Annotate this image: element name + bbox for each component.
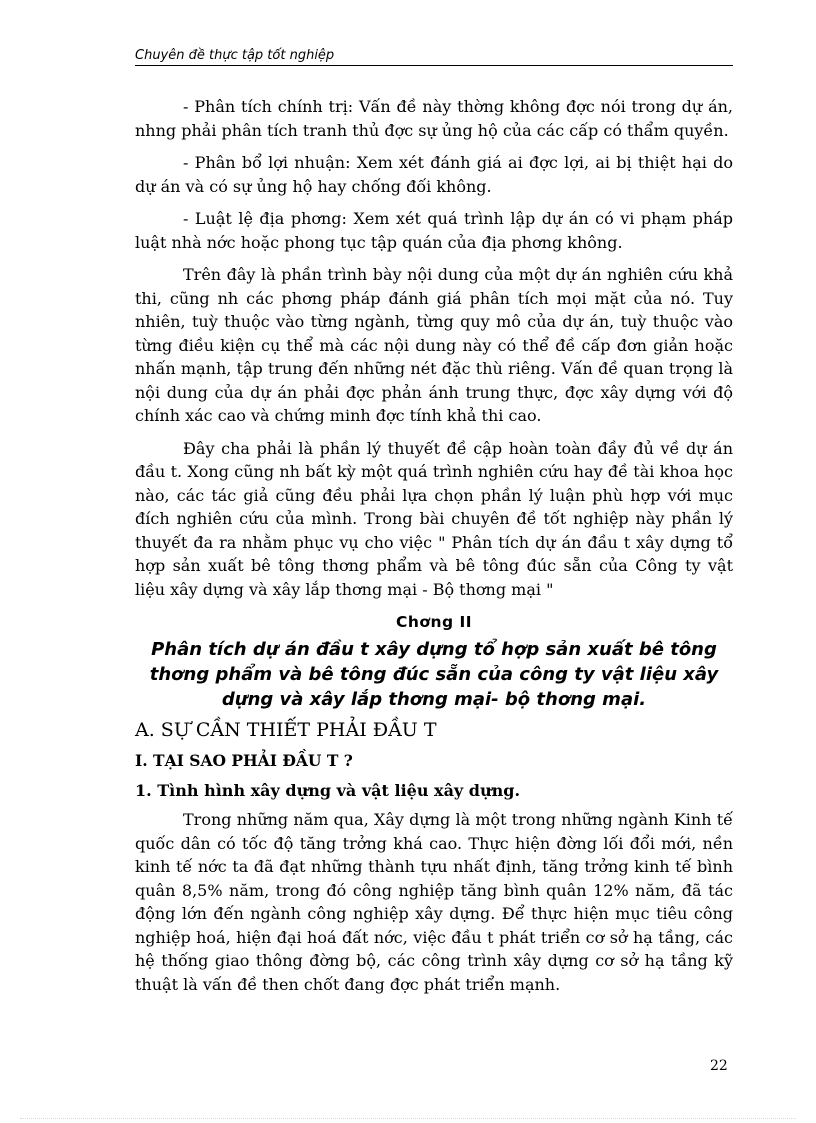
bottom-dotted-border [20, 1118, 796, 1119]
chapter-label: Chơng II [395, 613, 473, 631]
page-number: 22 [710, 1058, 728, 1074]
page-body [135, 95, 733, 1005]
section-a-heading: A. SỰ CẦN THIẾT PHẢI ĐẦU T [135, 719, 437, 741]
paragraph-profit: - Phân bổ lợi nhuận: Xem xét đánh giá ai đợc lợi, ai bị thiệt hại do dự án và có sự ủng hộ hay chống đối không. [135, 153, 733, 196]
paragraph-political: - Phân tích chính trị: Vấn đề này thờng không đợc nói trong dự án, nhng phải phân tích tranh thủ đợc sự ủng hộ của các cấp có thẩm quyền. [135, 97, 733, 140]
section-1-heading: 1. Tình hình xây dựng và vật liệu xây dựng. [135, 781, 521, 800]
paragraph-theory: Đây cha phải là phần lý thuyết đề cập hoàn toàn đầy đủ về dự án đầu t. Xong cũng nh bất kỳ một quá trình nghiên cứu hay đề tài khoa học nào, các tác giả cũng đều phải lựa chọn phần lý luận phù hợp với mục đích nghiên cứu của mình. Trong bài chuyên đề tốt nghiệp này phần lý thuyết đa ra nhằm phục vụ cho việc " Phân tích dự án đầu t xây dựng tổ hợp sản xuất bê tông thơng phẩm và bê tông đúc sẵn của Công ty vật liệu xây dựng và xây lắp thơng mại - Bộ thơng mại " [135, 438, 733, 599]
paragraph-summary: Trên đây là phần trình bày nội dung của một dự án nghiên cứu khả thi, cũng nh các phơng pháp đánh giá phân tích mọi mặt của nó. Tuy nhiên, tuỳ thuộc vào từng ngành, từng quy mô của dự án, tuỳ thuộc vào từng điều kiện cụ thể mà các nội dung này có thể đề cấp đơn giản hoặc nhấn mạnh, tập trung đến những nét đặc thù riêng. Vấn đề quan trọng là nội dung của dự án phải đợc phản ánh trung thực, đợc xây dựng với độ chính xác cao và chứng minh đợc tính khả thi cao. [135, 265, 733, 425]
running-header: Chuyên đề thực tập tốt nghiệp [135, 48, 733, 66]
paragraph-local-law: - Luật lệ địa phơng: Xem xét quá trình lập dự án có vi phạm pháp luật nhà nớc hoặc phong tục tập quán của địa phơng không. [135, 209, 733, 252]
section-i-heading: I. TẠI SAO PHẢI ĐẦU T ? [135, 751, 353, 770]
paragraph-construction: Trong những năm qua, Xây dựng là một trong những ngành Kinh tế quốc dân có tốc độ tăng trởng khá cao. Thực hiện đờng lối đổi mới, nền kinh tế nớc ta đã đạt những thành tựu nhất định, tăng trởng kinh tế bình quân 8,5% năm, trong đó công nghiệp tăng bình quân 12% năm, đã tác động lớn đến ngành công nghiệp xây dựng. Để thực hiện mục tiêu công nghiệp hoá, hiện đại hoá đất nớc, việc đầu t phát triển cơ sở hạ tầng, các hệ thống giao thông đờng bộ, các công trình xây dựng cơ sở hạ tầng kỹ thuật là vấn đề then chốt đang đợc phát triển mạnh. [135, 810, 733, 994]
chapter-title: Phân tích dự án đầu t xây dựng tổ hợp sản xuất bê tông thơng phẩm và bê tông đúc sẵn của công ty vật liệu xây dựng và xây lắp thơng mại- bộ thơng mại. [149, 639, 719, 710]
